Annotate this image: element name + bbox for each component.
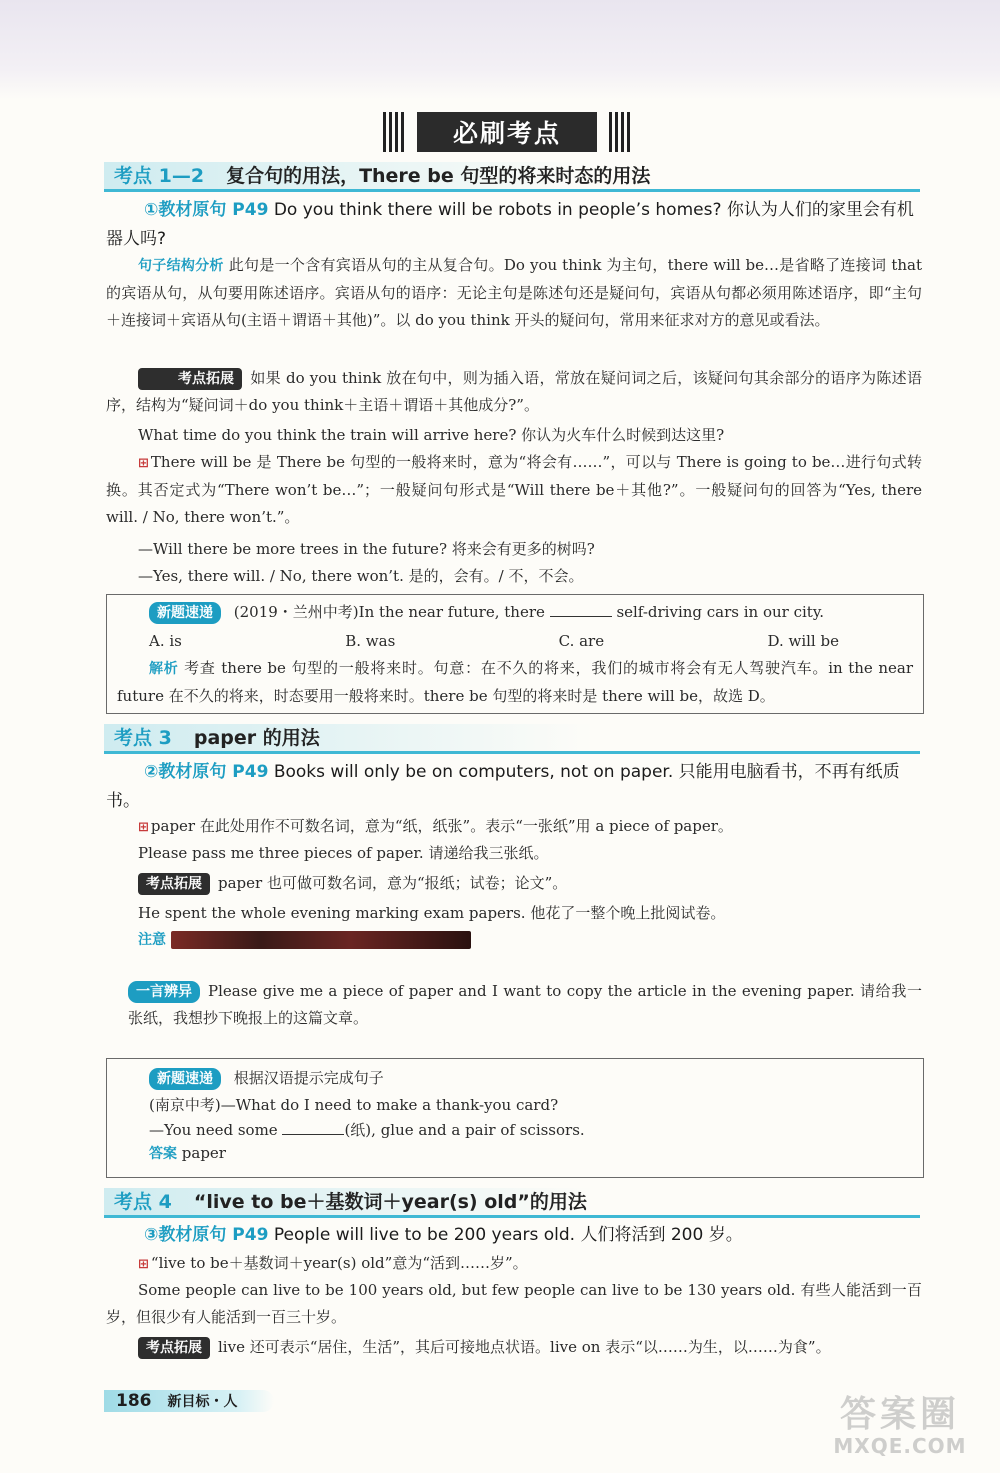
dialog-line: —Will there be more trees in the future? 将来会有更多的树吗? — [138, 540, 595, 558]
section-title: 复合句的用法，There be 句型的将来时态的用法 — [226, 165, 651, 187]
section-header-2 — [104, 724, 920, 754]
quiz-line-2-a: —You need some — [149, 1121, 278, 1139]
watermark-line-1: 答案圈 — [839, 1394, 960, 1435]
example-sentence: Please pass me three pieces of paper. 请递给我三张纸。 — [138, 844, 549, 862]
book-name: 新目标・人 — [167, 1394, 238, 1410]
quiz-badge: 新题速递 — [149, 1068, 221, 1090]
extension-text: 如果 do you think 放在句中，则为插入语，常放在疑问词之后，该疑问句其余部分的语序为陈述语序，结构为“疑问词＋do you think＋主语＋谓语＋其他成分?”。 — [106, 369, 922, 414]
extension-example: What time do you think the train will arrive here? 你认为火车什么时候到达这里? — [138, 426, 725, 444]
extension-badge: 考点拓展 — [138, 873, 210, 895]
section-header-3 — [104, 1188, 920, 1218]
option-c[interactable]: C. are — [558, 632, 605, 650]
extension-text: paper 也可做可数名词，意为“报纸；试卷；论文”。 — [218, 874, 568, 892]
textbook-sentence-3 — [106, 1221, 926, 1250]
section-number: 考点 4 — [114, 1191, 172, 1213]
extension-example: He spent the whole evening marking exam papers. 他花了一整个晚上批阅试卷。 — [138, 904, 726, 922]
textbook-sentence-text: Books will only be on computers, not on paper. 只能用电脑看书，不再有纸质书。 — [106, 762, 900, 811]
example-paragraph-3: Some people can live to be 100 years old, but few people can live to be 130 years old. 有些人能活到一百岁，但很少有人能活到一百三十岁。 — [106, 1281, 922, 1326]
analysis-paragraph — [106, 252, 922, 334]
note-text: paper 在此处用作不可数名词，意为“纸，纸张”。表示“一张纸”用 a piece of paper。 — [150, 817, 733, 835]
section-number: 考点 1—2 — [114, 165, 205, 187]
option-a[interactable]: A. is — [149, 632, 182, 650]
plus-icon: ⊞ — [138, 820, 149, 835]
extension-badge: 考点拓展 — [138, 368, 242, 390]
note-paragraph-3 — [106, 1250, 922, 1278]
answer-text: paper — [181, 1144, 226, 1162]
textbook-sentence-1 — [106, 196, 926, 254]
note-paragraph-2 — [106, 813, 922, 841]
explanation-text: 考查 there be 句型的一般将来时。句意：在不久的将来，我们的城市将会有无人驾驶汽车。in the near future 在不久的将来，时态要用一般将来时。there be 句型的将来时是 there will be，故选 D。 — [117, 659, 913, 705]
quiz-heading — [107, 1065, 909, 1092]
quiz-box-2 — [106, 1058, 924, 1178]
yiyan-badge: 一言辨异 — [128, 981, 200, 1003]
quiz-question — [107, 599, 909, 626]
attention-label: 注意 — [138, 932, 166, 948]
quiz-badge: 新题速递 — [149, 602, 221, 624]
extension-badge: 考点拓展 — [138, 1337, 210, 1359]
yiyan-text: Please give me a piece of paper and I want to copy the article in the evening paper. 请给我一张纸，我想抄下晚报上的这篇文章。 — [128, 982, 922, 1027]
page-number: 186 — [116, 1391, 152, 1411]
option-b[interactable]: B. was — [345, 632, 396, 650]
section-title: paper 的用法 — [193, 727, 320, 749]
extension-paragraph-1 — [106, 365, 922, 419]
extension-paragraph-2 — [106, 870, 922, 897]
redacted-text — [171, 931, 471, 949]
title-decoration-left — [383, 112, 405, 152]
extension-text: live 还可表示“居住，生活”，其后可接地点状语。live on 表示“以……为生，以……为食”。 — [218, 1338, 831, 1356]
quiz-line-2-b: (纸), glue and a pair of scissors. — [344, 1121, 585, 1139]
option-d[interactable]: D. will be — [767, 632, 839, 650]
attention-line — [106, 926, 922, 954]
analysis-text: 此句是一个含有宾语从句的主从复合句。Do you think 为主句，there will be…是省略了连接词 that 的宾语从句，从句要用陈述语序。宾语从句的语序：无论主句是陈述句还是疑问句，宾语从句都必须用陈述语序，即“主句＋连接词＋宾语从句(主语＋谓语＋其他)”。以 do you think 开头的疑问句，常用来征求对方的意见或看法。 — [106, 256, 922, 329]
note-paragraph-1 — [106, 449, 922, 531]
quiz-line-1: (南京中考)—What do I need to make a thank-you card? — [149, 1096, 559, 1114]
section-title: “live to be＋基数词＋year(s) old”的用法 — [193, 1191, 587, 1213]
quiz-title: 根据汉语提示完成句子 — [233, 1069, 384, 1087]
watermark — [820, 1395, 980, 1461]
analysis-label: 句子结构分析 — [138, 258, 224, 274]
quiz-box-1 — [106, 594, 924, 714]
section-number: 考点 3 — [114, 727, 172, 749]
header-background — [0, 0, 1000, 100]
textbook-sentence-text: People will live to be 200 years old. 人们将活到 200 岁。 — [273, 1225, 743, 1245]
textbook-tag: ②教材原句 P49 — [144, 762, 269, 782]
textbook-sentence-2 — [106, 758, 926, 816]
quiz-options — [107, 628, 839, 655]
watermark-line-2: MXQE.COM — [833, 1434, 967, 1458]
extension-paragraph-3 — [106, 1334, 922, 1361]
title-decoration-right — [609, 112, 631, 152]
quiz-question-text-a: (2019・兰州中考)In the near future, there — [233, 603, 545, 621]
plus-icon: ⊞ — [138, 1257, 149, 1272]
explanation-label: 解析 — [149, 661, 179, 677]
quiz-answer — [107, 1140, 909, 1168]
dialog-line: —Yes, there will. / No, there won’t. 是的，会有。/ 不，不会。 — [138, 567, 584, 585]
answer-blank[interactable] — [550, 616, 612, 617]
answer-blank[interactable] — [282, 1134, 344, 1135]
note-text: “live to be＋基数词＋year(s) old”意为“活到……岁”。 — [150, 1254, 528, 1272]
page-title — [383, 108, 631, 156]
textbook-tag: ①教材原句 P49 — [144, 200, 269, 220]
textbook-tag: ③教材原句 P49 — [144, 1225, 269, 1245]
section-header-1 — [104, 162, 920, 192]
page-title-text: 必刷考点 — [417, 112, 597, 152]
textbook-sentence-text: Do you think there will be robots in people’s homes? 你认为人们的家里会有机器人吗? — [106, 200, 914, 249]
note-text: There will be 是 There be 句型的一般将来时，意为“将会有……”，可以与 There is going to be…进行句式转换。其否定式为“There won’t be…”；一般疑问句形式是“Will there be＋其他?”。一般疑问句的回答为“Yes, there will. / No, there won’t.”。 — [106, 453, 922, 526]
page-footer — [104, 1390, 274, 1412]
answer-label: 答案 — [149, 1146, 177, 1162]
plus-icon: ⊞ — [138, 456, 149, 471]
yiyan-paragraph — [106, 978, 922, 1032]
quiz-explanation — [107, 655, 913, 710]
quiz-question-text-b: self-driving cars in our city. — [616, 603, 825, 621]
